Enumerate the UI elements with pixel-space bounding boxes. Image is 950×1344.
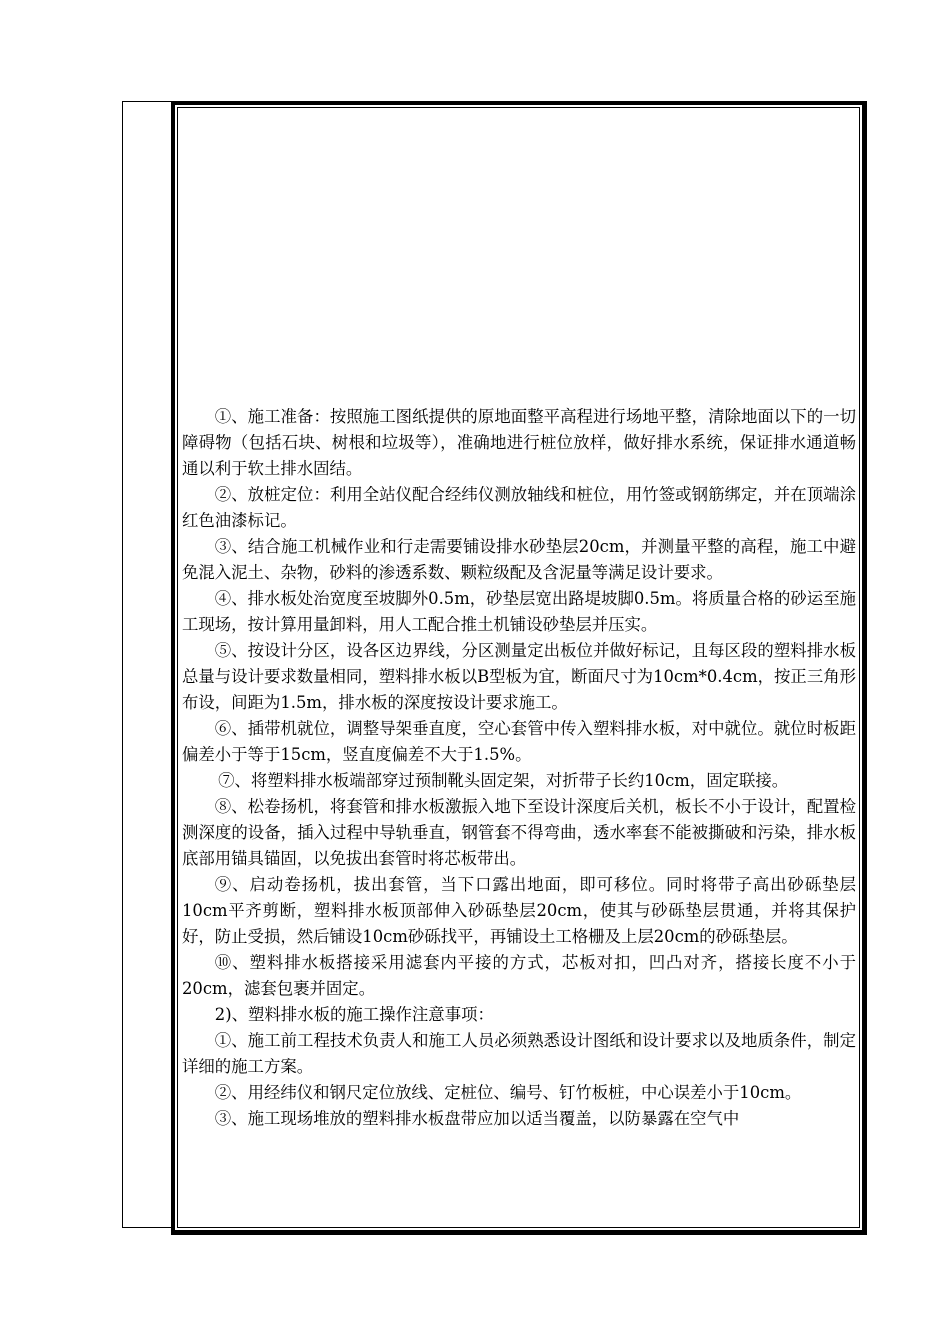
construction-text-body bbox=[182, 404, 856, 1132]
paragraph-sand-cushion: ③、结合施工机械作业和行走需要铺设排水砂垫层20cm，并测量平整的高程，施工中避免混入泥土、杂物，砂料的渗透系数、颗粒级配及含泥量等满足设计要求。 bbox=[182, 537, 856, 582]
content-frame bbox=[177, 107, 860, 1228]
paragraph-lap-joint: ⑩、塑料排水板搭接采用滤套内平接的方式，芯板对扣，凹凸对齐，搭接长度不小于20cm，滤套包裹并固定。 bbox=[182, 953, 856, 998]
paragraph-precaution-3: ③、施工现场堆放的塑料排水板盘带应加以适当覆盖，以防暴露在空气中 bbox=[214, 1109, 740, 1128]
paragraph-precaution-1: ①、施工前工程技术负责人和施工人员必须熟悉设计图纸和设计要求以及地质条件，制定详细的施工方案。 bbox=[182, 1031, 856, 1076]
paragraph-pile-positioning: ②、放桩定位：利用全站仪配合经纬仪测放轴线和桩位，用竹签或钢筋绑定，并在顶端涂红色油漆标记。 bbox=[182, 485, 856, 530]
paragraph-pull-out: ⑨、启动卷扬机，拔出套管，当下口露出地面，即可移位。同时将带子高出砂砾垫层10cm平齐剪断，塑料排水板顶部伸入砂砾垫层20cm，使其与砂砾垫层贯通，并将其保护好，防止受损，然后铺设10cm砂砾找平，再铺设土工格栅及上层20cm的砂砾垫层。 bbox=[182, 875, 856, 946]
paragraph-boot-fixing: ⑦、将塑料排水板端部穿过预制靴头固定架，对折带子长约10cm，固定联接。 bbox=[218, 771, 789, 790]
paragraph-vibration-insertion: ⑧、松卷扬机，将套管和排水板激振入地下至设计深度后关机，板长不小于设计，配置检测深度的设备，插入过程中导轨垂直，钢管套不得弯曲，透水率套不能被撕破和污染，排水板底部用锚具锚固，以免拔出套管时将芯板带出。 bbox=[182, 797, 856, 868]
paragraph-construction-preparation: ①、施工准备：按照施工图纸提供的原地面整平高程进行场地平整，清除地面以下的一切障碍物（包括石块、树根和垃圾等），准确地进行桩位放样，做好排水系统，保证排水通道畅通以利于软土排水固结。 bbox=[182, 407, 856, 478]
paragraph-zoning: ⑤、按设计分区，设各区边界线，分区测量定出板位并做好标记，且每区段的塑料排水板总量与设计要求数量相同，塑料排水板以B型板为宜，断面尺寸为10cm*0.4cm，按正三角形布设，间距为1.5m，排水板的深度按设计要求施工。 bbox=[182, 641, 856, 712]
paragraph-machine-positioning: ⑥、插带机就位，调整导架垂直度，空心套管中传入塑料排水板，对中就位。就位时板距偏差小于等于15cm，竖直度偏差不大于1.5%。 bbox=[182, 719, 856, 764]
section-heading-precautions: 2)、塑料排水板的施工操作注意事项： bbox=[214, 1005, 494, 1024]
paragraph-treatment-width: ④、排水板处治宽度至坡脚外0.5m，砂垫层宽出路堤坡脚0.5m。将质量合格的砂运至施工现场，按计算用量卸料，用人工配合推土机铺设砂垫层并压实。 bbox=[182, 589, 856, 634]
left-table-cell bbox=[122, 101, 172, 1228]
paragraph-precaution-2: ②、用经纬仪和钢尺定位放线、定桩位、编号、钉竹板桩，中心误差小于10cm。 bbox=[214, 1083, 802, 1102]
